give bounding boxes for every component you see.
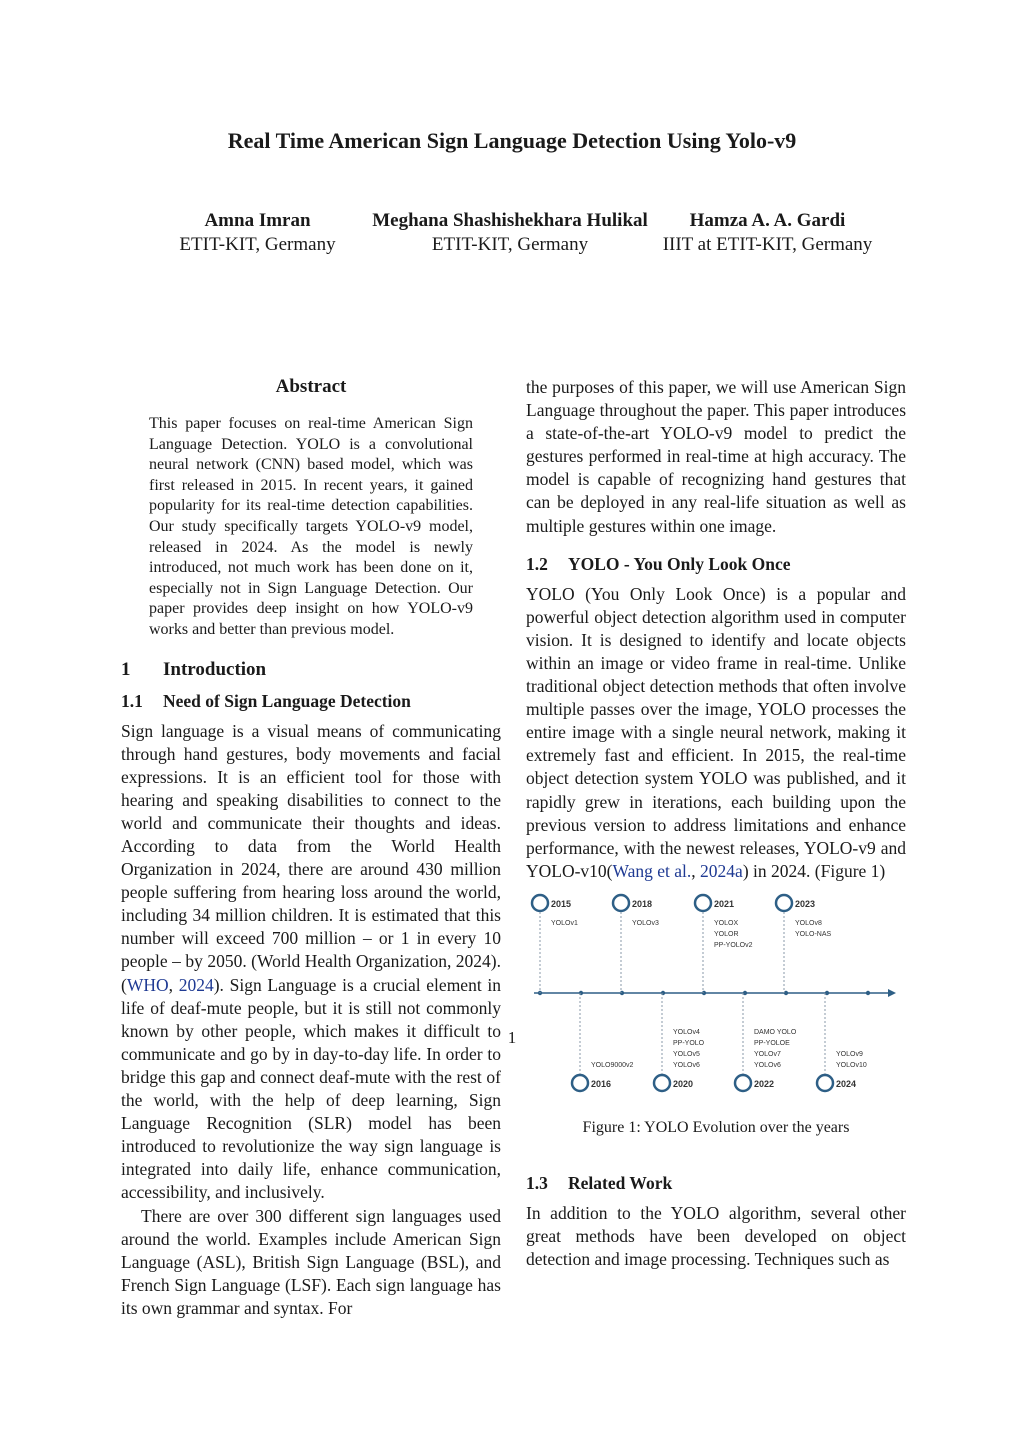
author-affiliation: ETIT-KIT, Germany xyxy=(179,234,336,255)
timeline-year-label: 2018 xyxy=(632,898,653,909)
author-name: Amna Imran xyxy=(204,210,311,231)
timeline-year-label: 2021 xyxy=(714,898,735,909)
timeline-model-label: YOLOv10 xyxy=(836,1061,867,1069)
section-number: 1.3 xyxy=(526,1172,548,1193)
paragraph-sign-languages-count: There are over 300 different sign languages used around the world. Examples include American Sign Language (ASL), British Sign Language (BSL), and French Sign Language (LSF). Each sign language has its own grammar and syntax. For xyxy=(121,1205,501,1318)
timeline-tick-dot xyxy=(620,991,624,995)
timeline-year-label: 2016 xyxy=(591,1078,612,1089)
timeline-tick-dot xyxy=(702,991,706,995)
timeline-pin-marker xyxy=(817,1075,833,1091)
timeline-pin-marker xyxy=(654,1075,670,1091)
timeline-pin-marker xyxy=(776,895,792,911)
timeline-model-label: YOLOR xyxy=(714,930,739,938)
paragraph-text: Sign language is a visual means of communicating through hand gestures, body movements and facial expressions. It is an efficient tool for those with hearing and speaking disabilities to connect to the world and communicate their thoughts and ideas. According to data from the World Health Organization in 2024, there are around 430 million people suffering from hearing loss around the world, including 34 million children. It is estimated that this number will exceed 700 million – or 1 in every 10 people – by 2050. (World Health Organization, 2024). ( xyxy=(121,720,501,995)
timeline-pin-marker xyxy=(532,895,548,911)
timeline-pin-marker xyxy=(613,895,629,911)
abstract-heading: Abstract xyxy=(275,376,347,397)
timeline-model-label: DAMO YOLO xyxy=(754,1028,797,1036)
citation-link[interactable]: 2024a xyxy=(700,860,743,881)
paragraph-text: , xyxy=(168,974,179,995)
section-number: 1.1 xyxy=(121,690,143,711)
timeline-tick-dot xyxy=(866,991,870,995)
timeline-model-label: YOLOv6 xyxy=(754,1061,781,1069)
timeline-model-label: PP-YOLO xyxy=(673,1039,705,1047)
author-affiliation: IIIT at ETIT-KIT, Germany xyxy=(662,234,873,255)
page-number: 1 xyxy=(507,1028,517,1047)
author-2 xyxy=(350,209,670,257)
paragraph-text: , xyxy=(691,860,701,881)
citation-link[interactable]: WHO xyxy=(126,974,169,995)
timeline-model-label: PP-YOLOv2 xyxy=(714,941,753,949)
timeline-model-label: YOLO-NAS xyxy=(795,930,832,938)
citation-link[interactable]: 2024 xyxy=(178,974,214,995)
author-name: Hamza A. A. Gardi xyxy=(689,210,846,231)
figure-caption: Figure 1: YOLO Evolution over the years xyxy=(582,1118,850,1136)
timeline-model-label: YOLO9000v2 xyxy=(591,1061,634,1069)
abstract-text: This paper focuses on real-time American Sign Language Detection. YOLO is a convolutional neural network (CNN) based model, which was first released in 2015. In recent years, it gained popularity for its real-time detection capabilities. Our study specifically targets YOLO-v9 model, released in 2024. As the model is newly introduced, not much work has been done on it, especially not in Sign Language Detection. Our paper provides deep insight on how YOLO-v9 works and better than previous model. xyxy=(149,415,473,638)
timeline-model-label: YOLOv7 xyxy=(754,1050,781,1058)
timeline-pin-marker xyxy=(695,895,711,911)
timeline-arrowhead xyxy=(888,989,896,997)
timeline-model-label: PP-YOLOE xyxy=(754,1039,790,1047)
section-title: Need of Sign Language Detection xyxy=(163,690,411,711)
timeline-model-label: YOLOv6 xyxy=(673,1061,700,1069)
timeline-diagram xyxy=(526,893,906,1108)
timeline-year-label: 2024 xyxy=(836,1078,857,1089)
paragraph-purpose: the purposes of this paper, we will use American Sign Language throughout the paper. This paper introduces a state-of-the-art YOLO-v9 model to predict the gestures performed in real-time at high accuracy. The model is capable of recognizing hand gestures that can be deployed in any real-life situation as well as multiple gestures within one image. xyxy=(526,377,906,536)
author-name: Meghana Shashishekhara Hulikal xyxy=(372,210,648,231)
paragraph-text: ). Sign Language is a crucial element in life of deaf-mute people, but it is still not commonly known by other people, which makes it difficult to communicate and go by in day-to-day life. In order to bridge this gap and connect deaf-mute with the rest of the world, with the help of deep learning, Sign Language Recognition (SLR) model has been introduced to revolutionize the way sign language is integrated into daily life, enhance communication, accessibility, and inclusively. xyxy=(121,974,502,1203)
paragraph-text: ) in 2024. (Figure 1) xyxy=(742,860,886,881)
paragraph-yolo xyxy=(526,583,906,883)
timeline-model-label: YOLOX xyxy=(714,919,739,927)
paragraph-text: YOLO (You Only Look Once) is a popular and powerful object detection algorithm used in computer vision. It is designed to identify and locate objects within an image or video frame in real-time. Unlike traditional object detection methods that often involve multiple passes over the image, YOLO processes the entire image with a single neural network, making it extremely fast and efficient. In 2015, the real-time object detection system YOLO was published, and it rapidly grew in iterations, each building upon the previous version to address limitations and enhance performance, with the newest releases, YOLO-v9 and YOLO-v10( xyxy=(526,583,906,881)
section-heading-introduction xyxy=(121,659,501,681)
section-number: 1.2 xyxy=(526,553,548,574)
author-3 xyxy=(650,209,885,257)
subsection-heading-yolo xyxy=(526,554,906,575)
left-column xyxy=(121,376,501,1320)
timeline-year-label: 2023 xyxy=(795,898,816,909)
timeline-tick-dot xyxy=(661,991,665,995)
timeline-model-label: YOLOv4 xyxy=(673,1028,700,1036)
section-title: Related Work xyxy=(568,1172,673,1193)
timeline-pin-marker xyxy=(735,1075,751,1091)
timeline-tick-dot xyxy=(579,991,583,995)
timeline-model-label: YOLOv8 xyxy=(795,919,822,927)
figure-yolo-timeline xyxy=(526,893,906,1113)
timeline-model-label: YOLOv3 xyxy=(632,919,659,927)
author-affiliation: ETIT-KIT, Germany xyxy=(431,234,589,255)
author-1 xyxy=(155,209,360,257)
timeline-model-label: YOLOv9 xyxy=(836,1050,863,1058)
timeline-year-label: 2015 xyxy=(551,898,572,909)
section-number: 1 xyxy=(121,658,131,680)
citation-link[interactable]: Wang et al. xyxy=(612,860,692,881)
paper-title: Real Time American Sign Language Detection Using Yolo-v9 xyxy=(227,128,797,153)
timeline-model-label: YOLOv5 xyxy=(673,1050,700,1058)
timeline-year-label: 2020 xyxy=(673,1078,694,1089)
section-title: Introduction xyxy=(163,658,267,680)
right-column xyxy=(526,376,906,1271)
timeline-year-label: 2022 xyxy=(754,1078,775,1089)
paragraph-sign-language xyxy=(121,720,501,1205)
timeline-model-label: YOLOv1 xyxy=(551,919,578,927)
timeline-pin-marker xyxy=(572,1075,588,1091)
section-title: YOLO - You Only Look Once xyxy=(568,553,791,574)
subsection-heading-related-work xyxy=(526,1173,906,1194)
paragraph-related-work: In addition to the YOLO algorithm, several other great methods have been developed on object detection and image processing. Techniques such as xyxy=(526,1202,906,1270)
subsection-heading-need xyxy=(121,691,501,712)
